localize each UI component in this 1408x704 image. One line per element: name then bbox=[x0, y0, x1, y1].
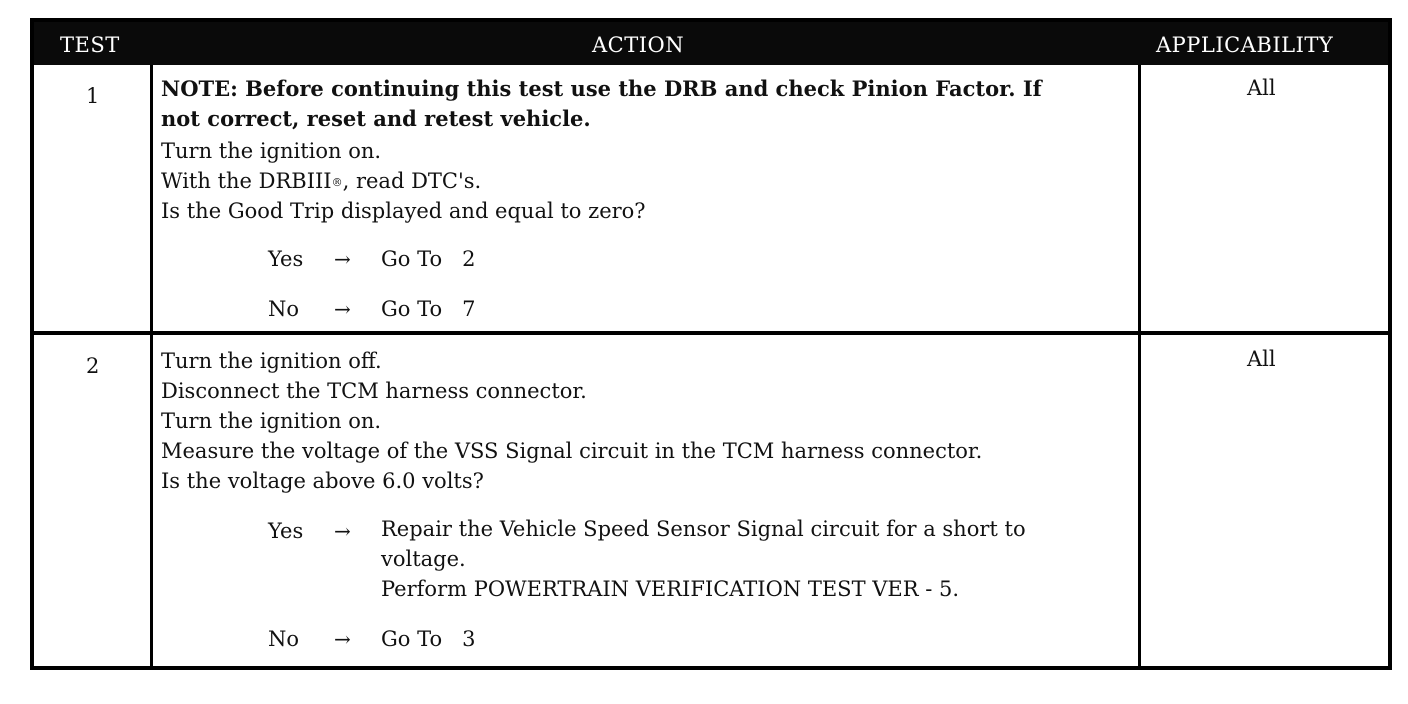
answer-no: No bbox=[268, 297, 300, 321]
result-goto: Go To 3 bbox=[381, 627, 476, 651]
result-goto: Go To 2 bbox=[381, 247, 476, 271]
applicability-value: All bbox=[1247, 76, 1276, 100]
answer-yes: Yes bbox=[268, 519, 304, 543]
result-goto: Go To 7 bbox=[381, 297, 476, 321]
arrow-icon: → bbox=[334, 297, 351, 321]
row-divider bbox=[34, 331, 1388, 335]
result-verification: Perform POWERTRAIN VERIFICATION TEST VER - 5. bbox=[381, 577, 960, 601]
column-divider bbox=[150, 65, 153, 670]
note-line: not correct, reset and retest vehicle. bbox=[161, 106, 591, 131]
instruction-line: Disconnect the TCM harness connector. bbox=[161, 379, 587, 403]
instruction-line: With the DRBIII®, read DTC's. bbox=[161, 169, 482, 193]
arrow-icon: → bbox=[334, 627, 351, 651]
result-repair: Repair the Vehicle Speed Sensor Signal circuit for a short to bbox=[381, 517, 1026, 541]
instruction-line: Turn the ignition on. bbox=[161, 409, 382, 433]
diagnostic-test-table bbox=[30, 18, 1392, 670]
table-header bbox=[34, 22, 1388, 65]
instruction-line: Turn the ignition off. bbox=[161, 349, 382, 373]
instruction-line: Turn the ignition on. bbox=[161, 139, 382, 163]
arrow-icon: → bbox=[334, 519, 351, 543]
instruction-line: Is the voltage above 6.0 volts? bbox=[161, 469, 484, 493]
instruction-line: Is the Good Trip displayed and equal to zero? bbox=[161, 199, 646, 223]
note-line: NOTE: Before continuing this test use the DRB and check Pinion Factor. If bbox=[161, 76, 1042, 101]
answer-no: No bbox=[268, 627, 300, 651]
result-repair: voltage. bbox=[381, 547, 466, 571]
column-divider bbox=[1138, 65, 1141, 670]
arrow-icon: → bbox=[334, 247, 351, 271]
test-number: 2 bbox=[86, 354, 100, 378]
answer-yes: Yes bbox=[268, 247, 304, 271]
instruction-line: Measure the voltage of the VSS Signal circuit in the TCM harness connector. bbox=[161, 439, 983, 463]
applicability-value: All bbox=[1247, 347, 1276, 371]
header-action: ACTION bbox=[592, 33, 685, 57]
test-number: 1 bbox=[86, 84, 100, 108]
header-applicability: APPLICABILITY bbox=[1156, 33, 1334, 57]
header-test: TEST bbox=[60, 33, 120, 57]
